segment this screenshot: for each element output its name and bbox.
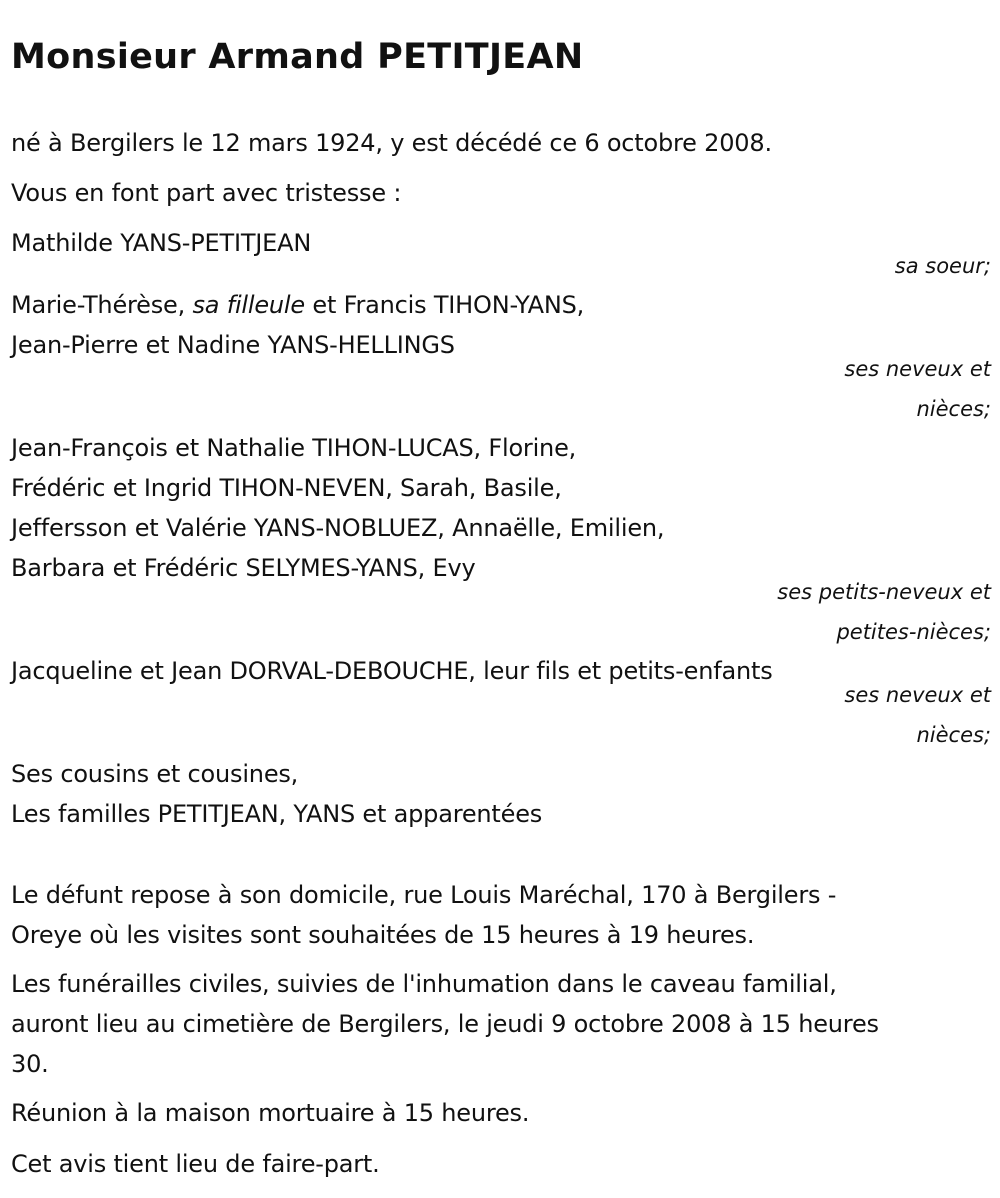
nephew-name-part: et Francis TIHON-YANS, xyxy=(304,291,585,319)
relation-label: nièces; xyxy=(916,397,991,421)
relation-label: petites-nièces; xyxy=(836,620,991,644)
announce-line: Vous en font part avec tristesse : xyxy=(11,179,402,207)
relation-label: ses neveux et xyxy=(844,683,991,707)
sister-name: Mathilde YANS-PETITJEAN xyxy=(11,229,312,257)
reunion-line: Réunion à la maison mortuaire à 15 heures. xyxy=(11,1099,530,1127)
nephew-line: Jean-Pierre et Nadine YANS-HELLINGS xyxy=(11,331,455,359)
funeral-line: Les funérailles civiles, suivies de l'inhumation dans le caveau familial, xyxy=(11,970,837,998)
closing-line: Cet avis tient lieu de faire-part. xyxy=(11,1150,380,1178)
godchild-note: sa filleule xyxy=(192,291,305,319)
nephew-line: Jacqueline et Jean DORVAL-DEBOUCHE, leur fils et petits-enfants xyxy=(11,657,773,685)
cousins-line: Ses cousins et cousines, xyxy=(11,760,299,788)
relation-label: nièces; xyxy=(916,723,991,747)
repose-line: Oreye où les visites sont souhaitées de 15 heures à 19 heures. xyxy=(11,921,755,949)
birth-death-line: né à Bergilers le 12 mars 1924, y est décédé ce 6 octobre 2008. xyxy=(11,129,772,157)
grandnephew-line: Jeffersson et Valérie YANS-NOBLUEZ, Annaëlle, Emilien, xyxy=(11,514,665,542)
repose-line: Le défunt repose à son domicile, rue Louis Maréchal, 170 à Bergilers - xyxy=(11,881,837,909)
funeral-line: auront lieu au cimetière de Bergilers, le jeudi 9 octobre 2008 à 15 heures xyxy=(11,1010,879,1038)
grandnephew-line: Frédéric et Ingrid TIHON-NEVEN, Sarah, Basile, xyxy=(11,474,562,502)
families-line: Les familles PETITJEAN, YANS et apparentées xyxy=(11,800,543,828)
grandnephew-line: Jean-François et Nathalie TIHON-LUCAS, Florine, xyxy=(11,434,577,462)
nephew-line xyxy=(11,290,584,320)
relation-label: ses neveux et xyxy=(844,357,991,381)
page-title: Monsieur Armand PETITJEAN xyxy=(11,37,584,77)
grandnephew-line: Barbara et Frédéric SELYMES-YANS, Evy xyxy=(11,554,476,582)
nephew-name-part: Marie-Thérèse, xyxy=(11,291,193,319)
funeral-line: 30. xyxy=(11,1050,49,1078)
relation-label: ses petits-neveux et xyxy=(777,580,991,604)
relation-label: sa soeur; xyxy=(894,254,991,278)
